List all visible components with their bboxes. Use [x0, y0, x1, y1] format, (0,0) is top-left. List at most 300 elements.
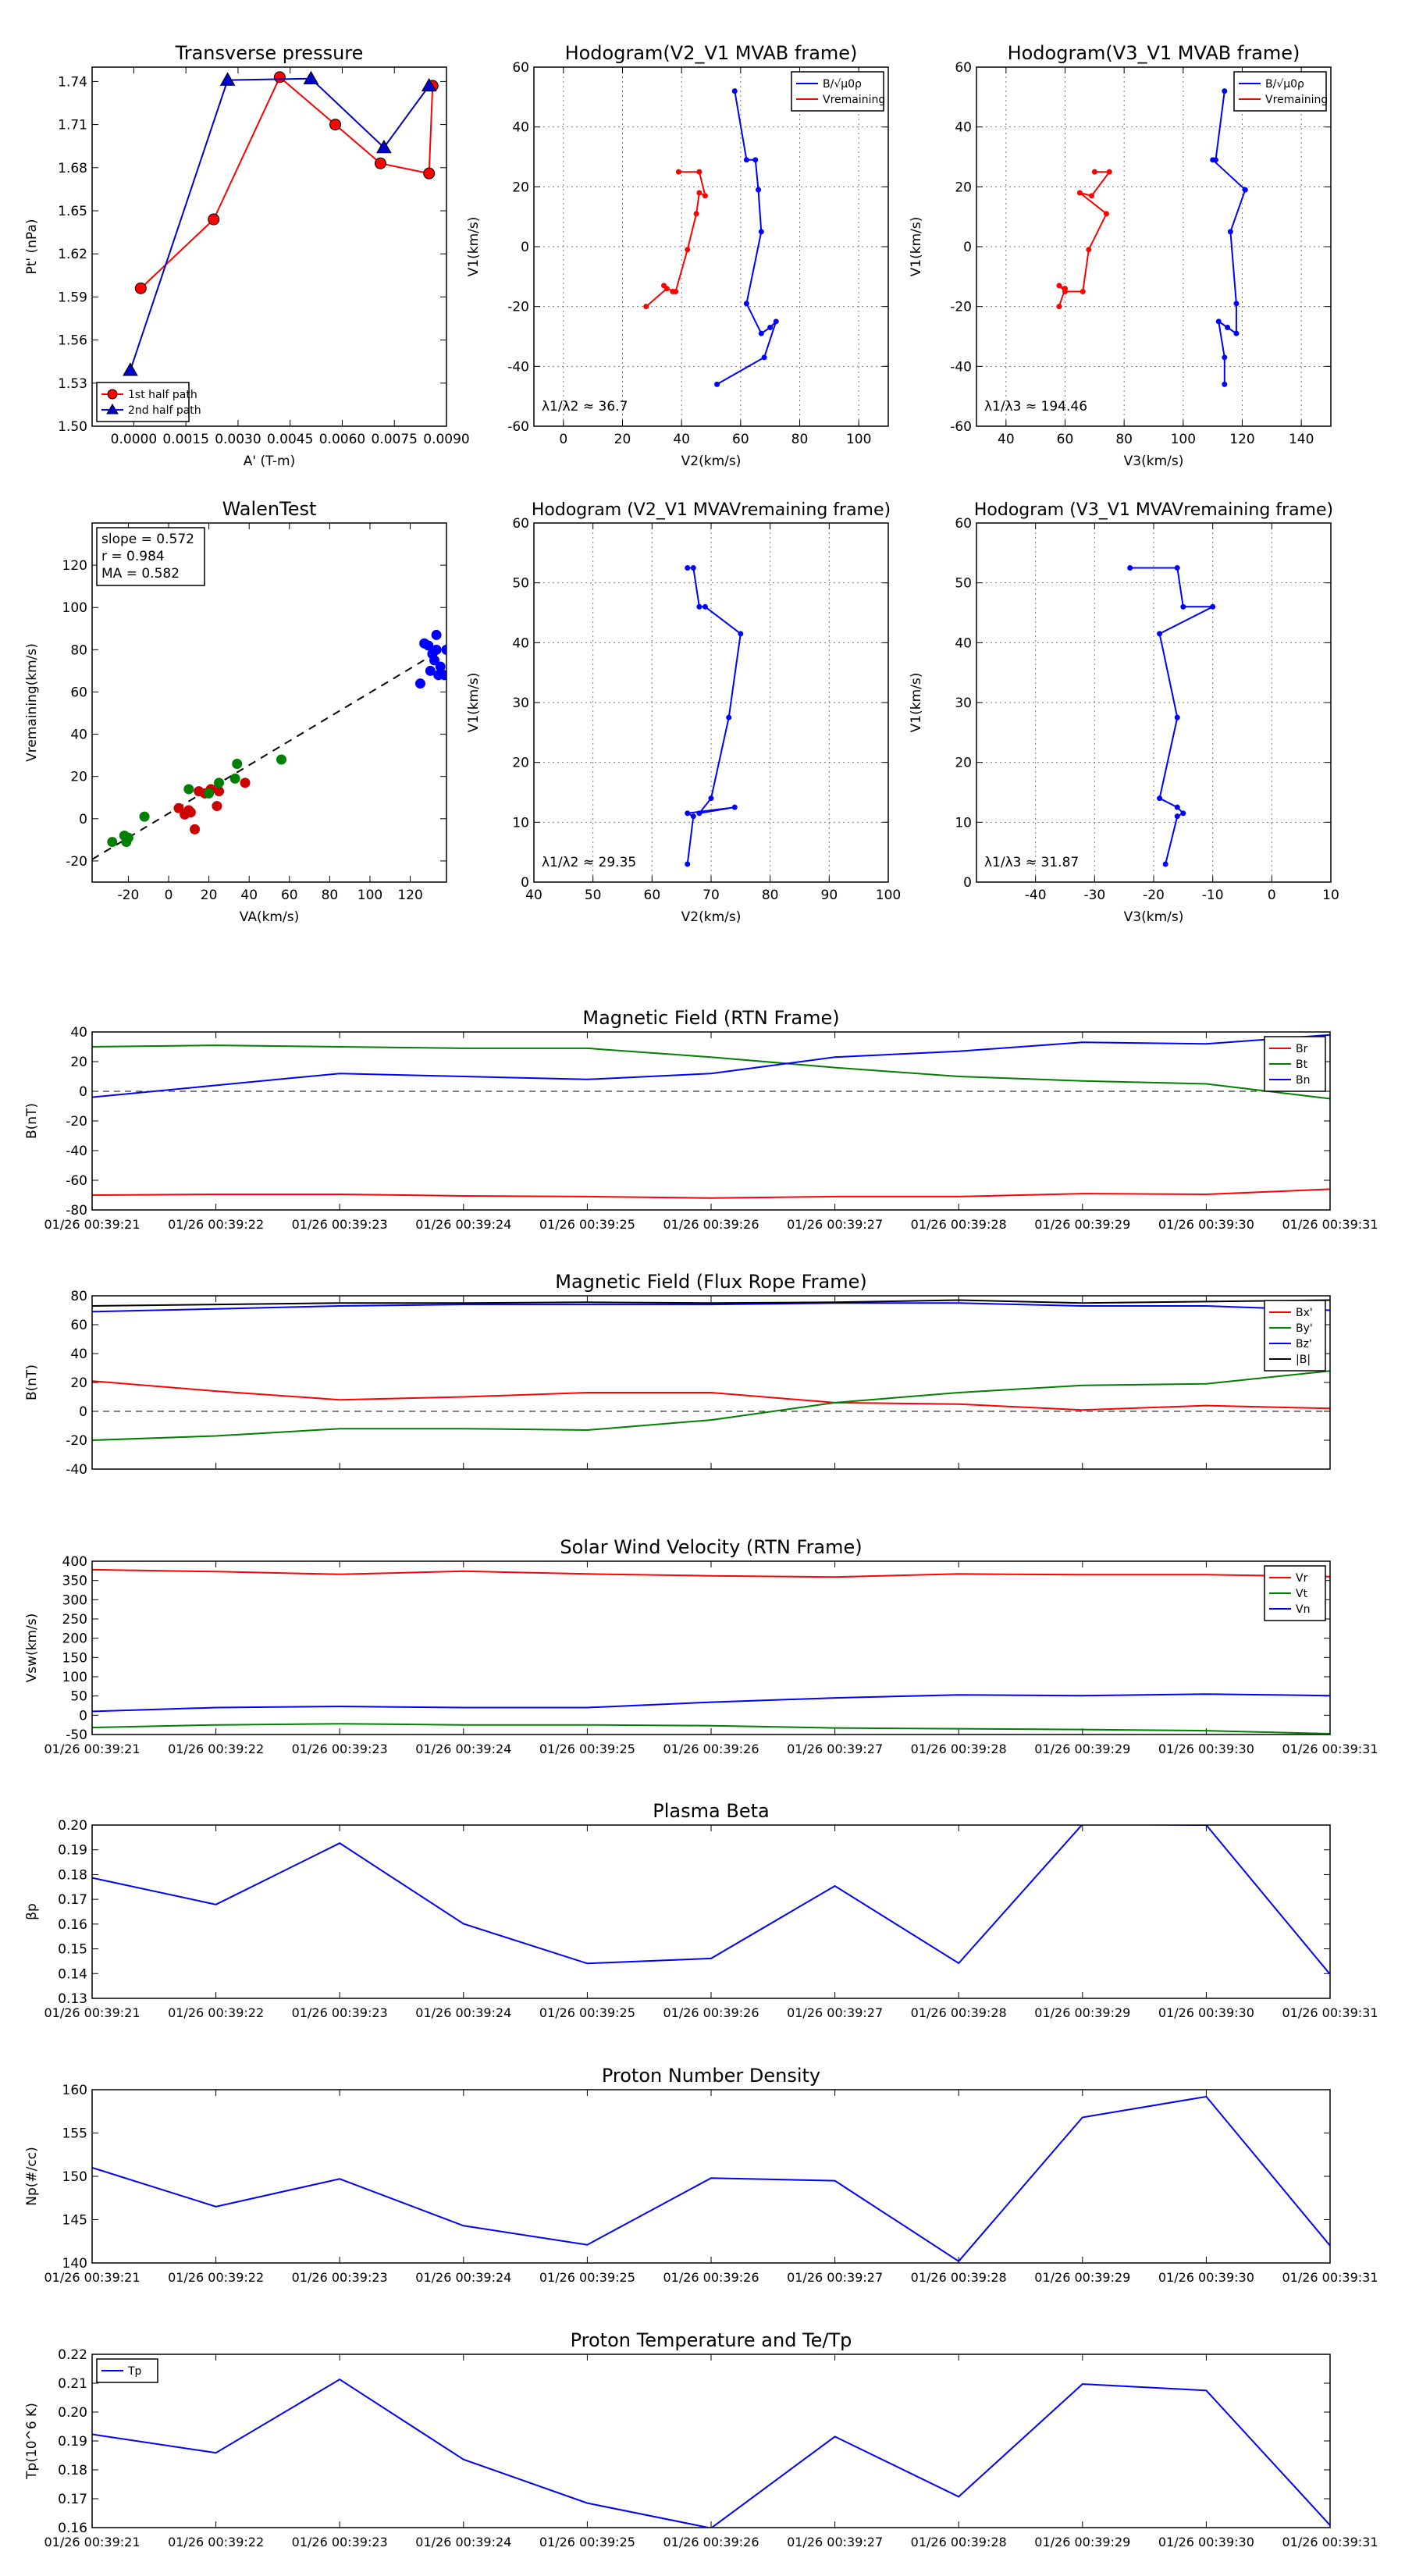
legend-label: 2nd half path — [128, 404, 201, 417]
x-tick-label: 0.0060 — [318, 432, 366, 447]
chart-0 — [24, 42, 470, 469]
x-tick-label: 140 — [1288, 432, 1314, 447]
series-line-2 — [92, 1694, 1330, 1711]
x-tick-label: 01/26 00:39:26 — [663, 1217, 759, 1232]
y-tick-label: 50 — [512, 575, 529, 592]
x-axis-label: A' (T-m) — [243, 454, 296, 469]
x-tick-label: 01/26 00:39:25 — [539, 1742, 635, 1756]
legend-label: B/√μ0ρ — [1265, 78, 1304, 91]
y-tick-label: -20 — [507, 299, 529, 315]
plot-frame — [92, 2090, 1330, 2263]
data-point — [1233, 301, 1239, 306]
series-line-0 — [92, 2379, 1330, 2528]
data-point — [744, 157, 749, 162]
x-tick-label: 40 — [673, 432, 690, 447]
y-tick-label: 100 — [62, 1670, 87, 1685]
scatter-point — [276, 755, 286, 764]
data-point — [1092, 169, 1097, 175]
x-tick-label: 01/26 00:39:27 — [787, 2005, 884, 2020]
data-layer — [92, 1035, 1330, 1198]
data-point — [1216, 318, 1222, 324]
x-tick-label: 01/26 00:39:28 — [910, 2270, 1007, 2285]
y-tick-label: 40 — [70, 1347, 87, 1362]
y-axis-label: Vsw(km/s) — [24, 1613, 40, 1683]
x-tick-label: 01/26 00:39:26 — [663, 2270, 759, 2285]
x-tick-label: -10 — [1201, 888, 1224, 903]
chart-1 — [466, 42, 888, 469]
scatter-point — [108, 838, 117, 847]
y-tick-label: 50 — [70, 1688, 87, 1705]
y-tick-label: 40 — [512, 635, 529, 652]
data-point-triangle — [221, 73, 235, 86]
y-tick-label: 20 — [955, 180, 972, 196]
x-tick-label: 80 — [1115, 432, 1133, 447]
x-tick-label: 01/26 00:39:29 — [1034, 2535, 1131, 2549]
y-tick-label: -40 — [66, 1462, 87, 1478]
data-point — [1062, 286, 1068, 291]
data-point-circle — [274, 72, 285, 83]
data-point — [767, 325, 773, 330]
y-tick-label: 0.16 — [58, 2521, 87, 2536]
chart-title: Transverse pressure — [175, 42, 364, 64]
chart-title: Magnetic Field (RTN Frame) — [582, 1007, 840, 1029]
chart-title: Hodogram(V2_V1 MVAB frame) — [564, 42, 858, 64]
x-tick-label: -20 — [1143, 888, 1165, 903]
scatter-point — [428, 649, 437, 659]
x-tick-label: 01/26 00:39:26 — [663, 1742, 759, 1756]
data-point — [1080, 289, 1086, 294]
series-line-0 — [1130, 568, 1213, 865]
x-tick-label: 01/26 00:39:21 — [44, 1742, 140, 1756]
x-tick-label: 120 — [1229, 432, 1255, 447]
data-point — [691, 565, 696, 571]
data-point — [664, 286, 670, 291]
x-tick-label: 01/26 00:39:31 — [1282, 2535, 1378, 2549]
x-tick-label: 01/26 00:39:21 — [44, 2005, 140, 2020]
y-tick-label: -60 — [950, 419, 972, 435]
plot-frame — [92, 1296, 1330, 1469]
legend-label: Bx' — [1296, 1307, 1313, 1319]
scatter-point — [186, 808, 195, 817]
y-tick-label: -80 — [66, 1203, 87, 1219]
scatter-point — [230, 774, 240, 783]
series-line-1 — [130, 79, 429, 371]
x-tick-label: 01/26 00:39:24 — [415, 2535, 512, 2549]
data-point — [1163, 862, 1168, 867]
eigenvalue-ratio-annotation: λ1/λ2 ≈ 29.35 — [542, 855, 637, 870]
scatter-point — [215, 787, 224, 796]
data-point — [759, 331, 764, 336]
y-tick-label: 0.14 — [58, 1966, 87, 1983]
data-layer — [92, 1824, 1330, 1974]
series-line-0 — [688, 568, 741, 865]
y-axis-label: Vremaining(km/s) — [24, 643, 40, 762]
data-point-circle — [375, 158, 386, 169]
y-tick-label: 40 — [512, 119, 529, 136]
chart-title: WalenTest — [222, 498, 317, 520]
x-axis-label: V2(km/s) — [681, 454, 742, 469]
x-tick-label: 01/26 00:39:27 — [787, 2270, 884, 2285]
legend-label: |B| — [1296, 1354, 1311, 1366]
data-point — [1243, 187, 1248, 193]
y-axis-label: B(nT) — [24, 1364, 40, 1401]
scatter-point — [184, 785, 194, 794]
data-point — [1175, 813, 1180, 819]
chart-7 — [24, 1271, 1330, 1478]
y-tick-label: 0 — [79, 1708, 87, 1724]
legend-label: Vr — [1296, 1572, 1308, 1585]
scatter-point — [205, 788, 214, 798]
x-tick-label: 01/26 00:39:30 — [1158, 1742, 1254, 1756]
series-line-0 — [92, 2097, 1330, 2261]
chart-title: Hodogram (V3_V1 MVAVremaining frame) — [973, 500, 1334, 520]
legend-label: By' — [1296, 1322, 1313, 1335]
x-tick-label: 20 — [614, 432, 631, 447]
data-point — [752, 157, 758, 162]
x-tick-label: 01/26 00:39:30 — [1158, 2005, 1254, 2020]
data-point — [738, 631, 743, 636]
data-point — [1175, 805, 1180, 810]
x-tick-label: 80 — [791, 432, 809, 447]
legend-label: B/√μ0ρ — [823, 78, 862, 91]
legend-label: Br — [1296, 1043, 1308, 1055]
y-tick-label: 400 — [62, 1554, 87, 1570]
y-tick-label: 250 — [62, 1612, 87, 1628]
y-tick-label: 30 — [955, 696, 972, 711]
data-point — [1222, 354, 1227, 360]
data-point — [1210, 157, 1215, 162]
data-layer — [92, 1300, 1330, 1441]
data-layer — [123, 72, 438, 375]
x-tick-label: 0.0030 — [215, 432, 261, 447]
x-tick-label: 01/26 00:39:30 — [1158, 1217, 1254, 1232]
x-tick-label: 100 — [875, 888, 902, 903]
scatter-point — [212, 802, 222, 811]
y-tick-label: 50 — [955, 575, 972, 592]
x-tick-label: 0.0000 — [110, 432, 158, 447]
data-point — [1089, 193, 1094, 198]
y-tick-label: -50 — [66, 1727, 87, 1743]
x-tick-label: 0 — [1267, 888, 1276, 903]
data-point — [762, 354, 767, 360]
chart-4 — [466, 500, 901, 925]
y-tick-label: 60 — [70, 685, 87, 701]
x-tick-label: 01/26 00:39:24 — [415, 1742, 512, 1756]
y-tick-label: 0.17 — [58, 2492, 87, 2507]
y-tick-label: 40 — [70, 727, 87, 743]
y-tick-label: 0 — [521, 240, 529, 255]
data-point-circle — [424, 168, 435, 179]
y-tick-label: 155 — [62, 2126, 87, 2142]
y-tick-label: 60 — [512, 516, 529, 532]
scatter-point — [240, 778, 250, 788]
y-tick-label: 0 — [963, 875, 972, 891]
y-axis-label: V1(km/s) — [909, 216, 924, 277]
data-point-triangle — [304, 72, 318, 84]
y-tick-label: 60 — [955, 516, 972, 532]
chart-8 — [24, 1536, 1378, 1756]
x-tick-label: 01/26 00:39:23 — [291, 2535, 388, 2549]
data-point-triangle — [123, 363, 137, 375]
x-tick-label: -40 — [1024, 888, 1047, 903]
y-tick-label: 30 — [512, 696, 529, 711]
y-axis-label: B(nT) — [24, 1102, 40, 1140]
data-point — [685, 247, 690, 252]
data-point — [702, 193, 708, 198]
series-line-0 — [140, 77, 432, 289]
x-tick-label: 01/26 00:39:27 — [787, 1742, 884, 1756]
series-line-0 — [92, 1189, 1330, 1197]
y-tick-label: 10 — [512, 815, 529, 831]
chart-title: Hodogram(V3_V1 MVAB frame) — [1007, 42, 1300, 64]
x-axis-label: V3(km/s) — [1123, 909, 1184, 925]
x-tick-label: 01/26 00:39:24 — [415, 2270, 512, 2285]
data-point — [1222, 382, 1227, 387]
data-point — [670, 289, 675, 294]
y-tick-label: 0.19 — [58, 2434, 87, 2450]
data-point — [1233, 331, 1239, 336]
chart-2 — [909, 42, 1331, 469]
chart-6 — [24, 1007, 1378, 1232]
x-tick-label: 01/26 00:39:22 — [168, 2270, 265, 2285]
data-point — [774, 318, 779, 324]
x-tick-label: 01/26 00:39:28 — [910, 1217, 1007, 1232]
y-tick-label: 0 — [963, 240, 972, 255]
data-point — [1157, 631, 1162, 636]
eigenvalue-ratio-annotation: λ1/λ2 ≈ 36.7 — [542, 399, 628, 415]
x-tick-label: 100 — [357, 888, 383, 903]
series-line-2 — [92, 1035, 1330, 1098]
data-layer — [92, 1570, 1330, 1734]
eigenvalue-ratio-annotation: λ1/λ3 ≈ 31.87 — [984, 855, 1080, 870]
series-line-1 — [646, 172, 706, 307]
x-axis-label: V2(km/s) — [681, 909, 742, 925]
x-tick-label: 01/26 00:39:22 — [168, 1742, 265, 1756]
data-layer — [1056, 88, 1247, 387]
x-tick-label: 01/26 00:39:23 — [291, 2270, 388, 2285]
y-tick-label: 40 — [70, 1025, 87, 1041]
data-layer — [643, 88, 778, 387]
data-point — [691, 813, 696, 819]
x-tick-label: 70 — [702, 888, 720, 903]
y-tick-label: 60 — [512, 60, 529, 76]
y-tick-label: 20 — [70, 1375, 87, 1391]
data-point — [1222, 88, 1227, 94]
x-tick-label: 01/26 00:39:22 — [168, 1217, 265, 1232]
chart-title: Proton Temperature and Te/Tp — [570, 2329, 852, 2351]
scatter-point — [190, 824, 200, 834]
x-tick-label: 90 — [820, 888, 838, 903]
data-point — [696, 604, 702, 610]
data-point — [702, 604, 708, 610]
x-tick-label: 01/26 00:39:22 — [168, 2535, 265, 2549]
x-tick-label: 01/26 00:39:31 — [1282, 2270, 1378, 2285]
data-point-circle — [208, 214, 219, 225]
x-tick-label: 01/26 00:39:28 — [910, 2535, 1007, 2549]
data-point — [696, 810, 702, 816]
x-tick-label: 60 — [643, 888, 661, 903]
plot-frame — [92, 2354, 1330, 2528]
data-point — [696, 169, 702, 175]
x-tick-label: 01/26 00:39:23 — [291, 1742, 388, 1756]
x-tick-label: 01/26 00:39:25 — [539, 2005, 635, 2020]
y-tick-label: 0.20 — [58, 2405, 87, 2421]
x-tick-label: 0.0090 — [423, 432, 470, 447]
x-tick-label: 50 — [584, 888, 602, 903]
chart-title: Hodogram (V2_V1 MVAVremaining frame) — [531, 500, 891, 520]
legend-marker — [108, 390, 117, 399]
x-tick-label: 80 — [321, 888, 339, 903]
eigenvalue-ratio-annotation: λ1/λ3 ≈ 194.46 — [984, 399, 1088, 415]
plot-frame — [92, 1561, 1330, 1735]
y-tick-label: 1.65 — [58, 204, 87, 219]
y-tick-label: 60 — [955, 60, 972, 76]
data-point — [696, 190, 702, 196]
data-point — [1225, 325, 1230, 330]
x-tick-label: 20 — [200, 888, 218, 903]
data-point — [726, 715, 731, 720]
y-axis-label: Pt' (nPa) — [24, 219, 40, 275]
x-tick-label: 01/26 00:39:21 — [44, 1217, 140, 1232]
data-layer — [92, 2097, 1330, 2261]
x-tick-label: 0.0075 — [371, 432, 418, 447]
y-tick-label: 150 — [62, 2169, 87, 2185]
data-point — [1180, 604, 1186, 610]
y-tick-label: 1.56 — [58, 333, 87, 349]
data-point-circle — [330, 119, 341, 130]
x-tick-label: 01/26 00:39:29 — [1034, 1742, 1131, 1756]
y-axis-label: Tp(10^6 K) — [24, 2403, 40, 2479]
y-tick-label: 20 — [955, 755, 972, 771]
y-tick-label: -20 — [950, 299, 972, 315]
y-tick-label: 0.16 — [58, 1916, 87, 1933]
x-tick-label: 01/26 00:39:28 — [910, 2005, 1007, 2020]
chart-title: Solar Wind Velocity (RTN Frame) — [560, 1536, 863, 1558]
data-layer — [685, 565, 743, 867]
y-tick-label: -60 — [66, 1173, 87, 1189]
y-tick-label: 1.71 — [58, 117, 87, 133]
y-tick-label: 0 — [79, 1404, 87, 1420]
legend-label: Tp — [128, 2365, 142, 2378]
y-axis-label: V1(km/s) — [909, 672, 924, 733]
data-point — [685, 810, 690, 816]
data-point — [744, 301, 749, 306]
y-tick-label: 20 — [512, 180, 529, 196]
legend-label: Vremaining — [823, 94, 886, 106]
scatter-point — [432, 630, 441, 639]
y-tick-label: 160 — [62, 2083, 87, 2098]
legend-label: Bn — [1296, 1074, 1311, 1087]
y-tick-label: 60 — [70, 1318, 87, 1333]
x-tick-label: 01/26 00:39:23 — [291, 2005, 388, 2020]
y-tick-label: 20 — [70, 1055, 87, 1070]
y-axis-label: V1(km/s) — [466, 216, 482, 277]
y-tick-label: -40 — [66, 1144, 87, 1159]
y-tick-label: 200 — [62, 1631, 87, 1647]
y-tick-label: 80 — [70, 642, 87, 659]
x-tick-label: 0.0015 — [162, 432, 209, 447]
data-layer — [92, 630, 451, 859]
data-layer — [1127, 565, 1215, 867]
x-tick-label: 01/26 00:39:31 — [1282, 1217, 1378, 1232]
y-tick-label: 140 — [62, 2256, 87, 2272]
x-tick-label: 80 — [761, 888, 779, 903]
x-tick-label: 01/26 00:39:31 — [1282, 2005, 1378, 2020]
y-tick-label: -40 — [507, 359, 529, 375]
y-axis-label: βp — [24, 1903, 40, 1920]
x-tick-label: 01/26 00:39:24 — [415, 2005, 512, 2020]
x-tick-label: 01/26 00:39:25 — [539, 2535, 635, 2549]
data-point — [1104, 211, 1109, 216]
x-tick-label: 01/26 00:39:31 — [1282, 1742, 1378, 1756]
y-tick-label: 145 — [62, 2212, 87, 2229]
series-line-1 — [92, 1371, 1330, 1440]
data-point — [709, 795, 714, 801]
x-tick-label: 0 — [559, 432, 568, 447]
stats-line: r = 0.984 — [101, 549, 165, 564]
x-axis-label: V3(km/s) — [1123, 454, 1184, 469]
y-tick-label: 350 — [62, 1573, 87, 1589]
y-tick-label: 0.18 — [58, 2463, 87, 2478]
data-point — [756, 187, 761, 193]
x-tick-label: 01/26 00:39:27 — [787, 2535, 884, 2549]
y-tick-label: 0.21 — [58, 2376, 87, 2392]
y-axis-label: V1(km/s) — [466, 672, 482, 733]
y-tick-label: 300 — [62, 1592, 87, 1609]
x-tick-label: 10 — [1322, 888, 1339, 903]
y-tick-label: 1.62 — [58, 247, 87, 263]
scatter-point — [415, 679, 425, 688]
data-point — [1210, 604, 1215, 610]
x-tick-label: 40 — [240, 888, 258, 903]
y-tick-label: 0 — [79, 811, 87, 827]
x-tick-label: 40 — [998, 432, 1015, 447]
data-point — [732, 88, 738, 94]
series-line-1 — [1059, 172, 1109, 307]
y-tick-label: 40 — [955, 635, 972, 652]
x-tick-label: 60 — [1056, 432, 1074, 447]
x-tick-label: 01/26 00:39:30 — [1158, 2270, 1254, 2285]
plot-frame — [92, 1825, 1330, 1998]
plot-frame — [92, 1032, 1330, 1210]
y-tick-label: 0 — [79, 1084, 87, 1100]
scatter-point — [215, 778, 224, 788]
data-point — [1175, 565, 1180, 571]
legend-label: Bz' — [1296, 1338, 1312, 1350]
x-tick-label: 60 — [280, 888, 298, 903]
data-point — [685, 862, 690, 867]
x-tick-label: 0 — [164, 888, 173, 903]
y-tick-label: 80 — [70, 1289, 87, 1304]
chart-5 — [909, 500, 1339, 925]
y-tick-label: 20 — [512, 755, 529, 771]
y-tick-label: 120 — [62, 558, 87, 575]
y-tick-label: 1.74 — [58, 74, 87, 91]
scatter-point — [439, 671, 449, 680]
data-point — [1157, 795, 1162, 801]
y-tick-label: 0.18 — [58, 1867, 87, 1884]
y-tick-label: 0.20 — [58, 1818, 87, 1834]
x-tick-label: 01/26 00:39:21 — [44, 2270, 140, 2285]
x-tick-label: 01/26 00:39:24 — [415, 1217, 512, 1232]
data-point — [732, 805, 738, 810]
x-tick-label: 01/26 00:39:26 — [663, 2005, 759, 2020]
scatter-point — [436, 662, 445, 671]
legend-label: 1st half path — [128, 389, 197, 401]
chart-title: Magnetic Field (Flux Rope Frame) — [555, 1271, 867, 1293]
series-line-0 — [1213, 91, 1246, 385]
x-tick-label: -20 — [117, 888, 140, 903]
